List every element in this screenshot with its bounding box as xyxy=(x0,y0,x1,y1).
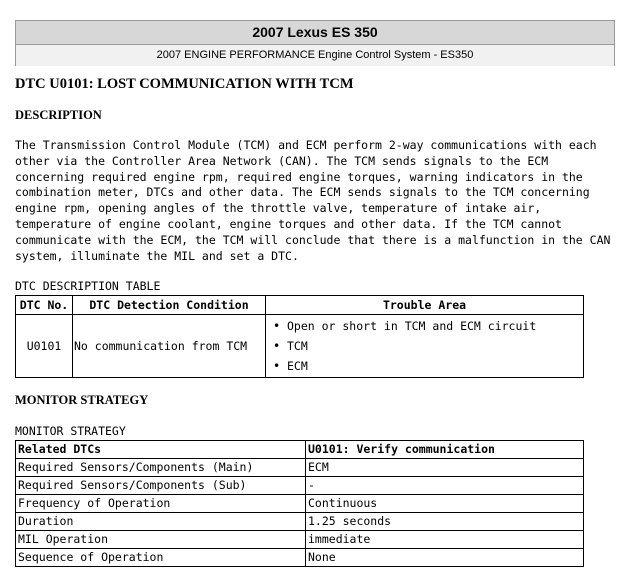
table-cell: - xyxy=(306,477,584,495)
description-heading: DESCRIPTION xyxy=(15,108,102,122)
table-row xyxy=(16,531,584,549)
description-text xyxy=(15,138,615,264)
table-row xyxy=(16,477,584,495)
table-cell: Continuous xyxy=(306,495,584,513)
table-row xyxy=(16,315,584,378)
description-line: concerning required engine rpm, required engine torques, warning indicators in the xyxy=(15,169,583,184)
table-cell: Related DTCs xyxy=(16,441,306,459)
list-item: • TCM xyxy=(287,336,580,356)
column-header: DTC No. xyxy=(16,296,73,315)
table-cell: ECM xyxy=(306,459,584,477)
table-cell: 1.25 seconds xyxy=(306,513,584,531)
table-row xyxy=(16,549,584,567)
column-header: DTC Detection Condition xyxy=(73,296,266,315)
monitor-strategy-heading: MONITOR STRATEGY xyxy=(15,393,149,407)
monitor-table-caption: MONITOR STRATEGY xyxy=(15,424,126,438)
table-cell: Required Sensors/Components (Sub) xyxy=(16,477,306,495)
description-line: The Transmission Control Module (TCM) and ECM perform 2-way communications with each xyxy=(15,138,597,152)
column-header: Trouble Area xyxy=(266,296,584,315)
table-cell: Frequency of Operation xyxy=(16,495,306,513)
trouble-area-cell xyxy=(266,315,584,378)
page-title: DTC U0101: LOST COMMUNICATION WITH TCM xyxy=(15,76,354,92)
table-cell: Duration xyxy=(16,513,306,531)
table-row xyxy=(16,513,584,531)
table-cell: U0101: Verify communication xyxy=(306,441,584,459)
table-cell: MIL Operation xyxy=(16,531,306,549)
description-line: combination meter, DTCs and other data. The ECM sends signals to the TCM concerning xyxy=(15,185,590,200)
table-row xyxy=(16,441,584,459)
description-line: other via the Controller Area Network (CAN). The TCM sends signals to the ECM xyxy=(15,153,549,168)
table-header-row xyxy=(16,296,584,315)
vehicle-title: 2007 Lexus ES 350 xyxy=(16,21,614,45)
list-item: • Open or short in TCM and ECM circuit xyxy=(287,316,580,336)
dtc-description-table xyxy=(15,295,584,378)
description-line: system, illuminate the MIL and set a DTC. xyxy=(15,248,299,263)
description-line: engine rpm, opening angles of the throttle valve, temperature of intake air, xyxy=(15,201,542,216)
table-cell: Sequence of Operation xyxy=(16,549,306,567)
document-subtitle: 2007 ENGINE PERFORMANCE Engine Control System - ES350 xyxy=(16,45,614,66)
monitor-strategy-table xyxy=(15,440,584,567)
detection-condition-cell: No communication from TCM xyxy=(73,315,266,378)
description-line: communicate with the ECM, the TCM will conclude that there is a malfunction in the CAN xyxy=(15,232,611,247)
description-line: temperature of engine coolant, engine torques and other data. If the TCM cannot xyxy=(15,216,562,231)
document-header xyxy=(15,20,615,66)
table-cell: immediate xyxy=(306,531,584,549)
table-row xyxy=(16,459,584,477)
list-item: • ECM xyxy=(287,356,580,376)
dtc-code-cell: U0101 xyxy=(16,315,73,378)
trouble-area-list xyxy=(269,316,580,376)
table-row xyxy=(16,495,584,513)
dtc-table-caption: DTC DESCRIPTION TABLE xyxy=(15,279,161,293)
table-cell: None xyxy=(306,549,584,567)
table-cell: Required Sensors/Components (Main) xyxy=(16,459,306,477)
